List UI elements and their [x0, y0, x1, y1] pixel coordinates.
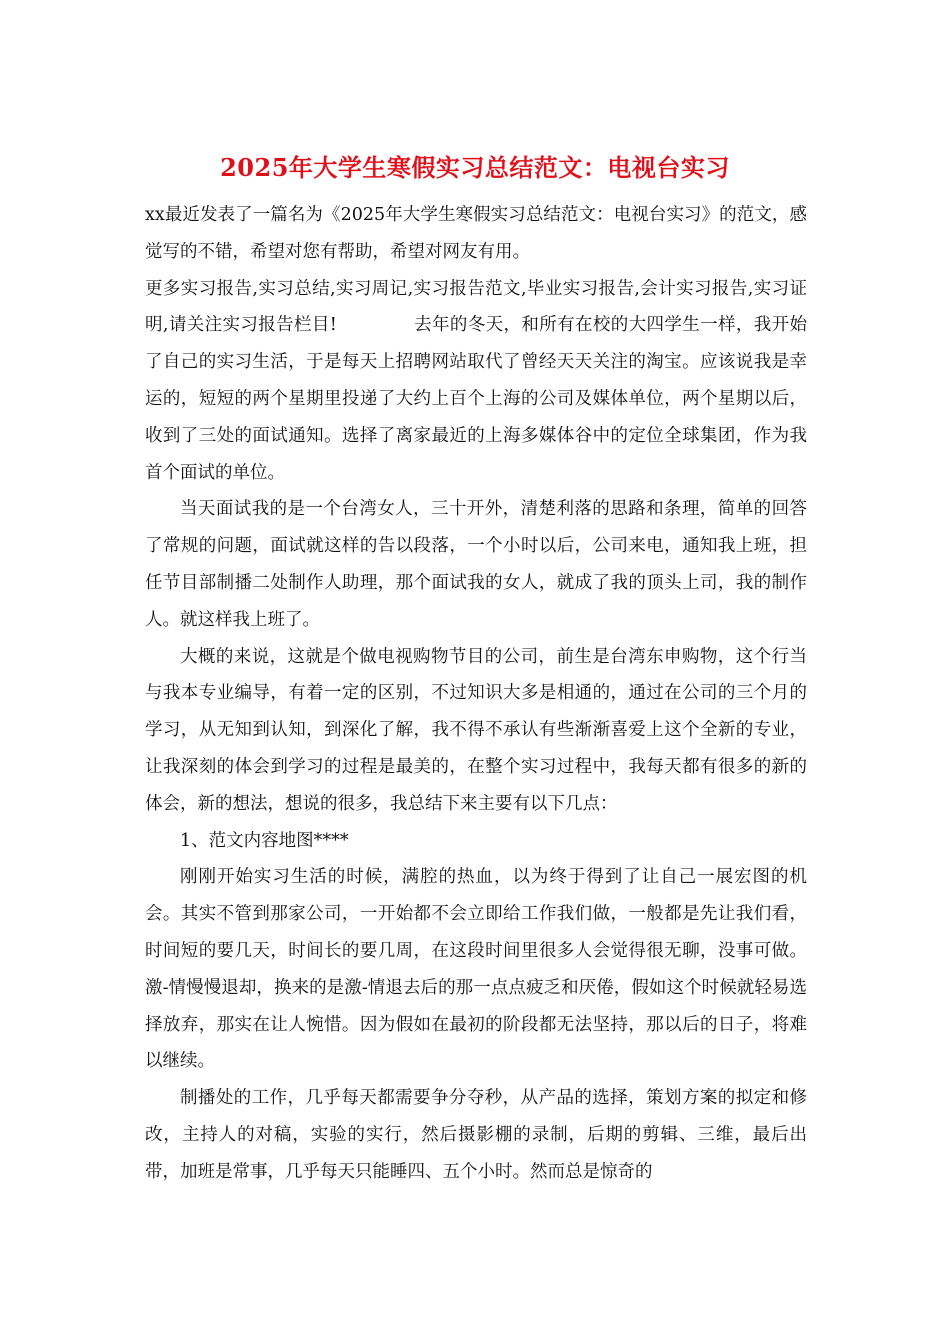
section-heading-1: 1、范文内容地图****	[180, 830, 349, 851]
paragraph-4: 刚刚开始实习生活的时候，满腔的热血，以为终于得到了让自己一展宏图的机会。其实不管到那家公司，一开始都不会立即给工作我们做，一般都是先让我们看，时间短的要几天，时间长的要几周，在这段时间里很多人会觉得很无聊，没事可做。激-情慢慢退却，换来的是激-情退去后的那一点点疲乏和厌倦，假如这个时候就轻易选择放弃，那实在让人惋惜。因为假如在最初的阶段都无法坚持，那以后的日子，将难以继续。	[145, 867, 807, 1072]
promo-paragraph	[145, 271, 807, 492]
document-title: 2025年大学生寒假实习总结范文：电视台实习	[220, 153, 730, 182]
paragraph-1-text: 去年的冬天，和所有在校的大四学生一样，我开始了自己的实习生活，于是每天上招聘网站取代了曾经天天关注的淘宝。应该说我是幸运的，短短的两个星期里投递了大约上百个上海的公司及媒体单位，两个星期以后，收到了三处的面试通知。选择了离家最近的上海多媒体谷中的定位全球集团，作为我首个面试的单位。	[145, 315, 807, 483]
paragraph-2: 当天面试我的是一个台湾女人，三十开外，清楚利落的思路和条理，简单的回答了常规的问题，面试就这样的告以段落，一个小时以后，公司来电，通知我上班，担任节目部制播二处制作人助理，那个面试我的女人，就成了我的顶头上司，我的制作人。就这样我上班了。	[145, 499, 807, 630]
intro-paragraph: xx最近发表了一篇名为《2025年大学生寒假实习总结范文：电视台实习》的范文，感觉写的不错，希望对您有帮助，希望对网友有用。	[145, 205, 807, 262]
promo-text: 更多实习报告,实习总结,实习周记,实习报告范文,毕业实习报告,会计实习报告,实习证明,请关注实习报告栏目!	[145, 278, 807, 336]
document-body	[145, 197, 807, 1191]
paragraph-3: 大概的来说，这就是个做电视购物节目的公司，前生是台湾东申购物，这个行当与我本专业编导，有着一定的区别，不过知识大多是相通的，通过在公司的三个月的学习，从无知到认知，到深化了解，我不得不承认有些渐渐喜爱上这个全新的专业，让我深刻的体会到学习的过程是最美的，在整个实习过程中，我每天都有很多的新的体会，新的想法，想说的很多，我总结下来主要有以下几点：	[145, 646, 807, 814]
paragraph-5: 制播处的工作，几乎每天都需要争分夺秒，从产品的选择，策划方案的拟定和修改，主持人的对稿，实验的实行，然后摄影棚的录制，后期的剪辑、三维，最后出带，加班是常事，几乎每天只能睡四、五个小时。然而总是惊奇的	[145, 1088, 807, 1182]
